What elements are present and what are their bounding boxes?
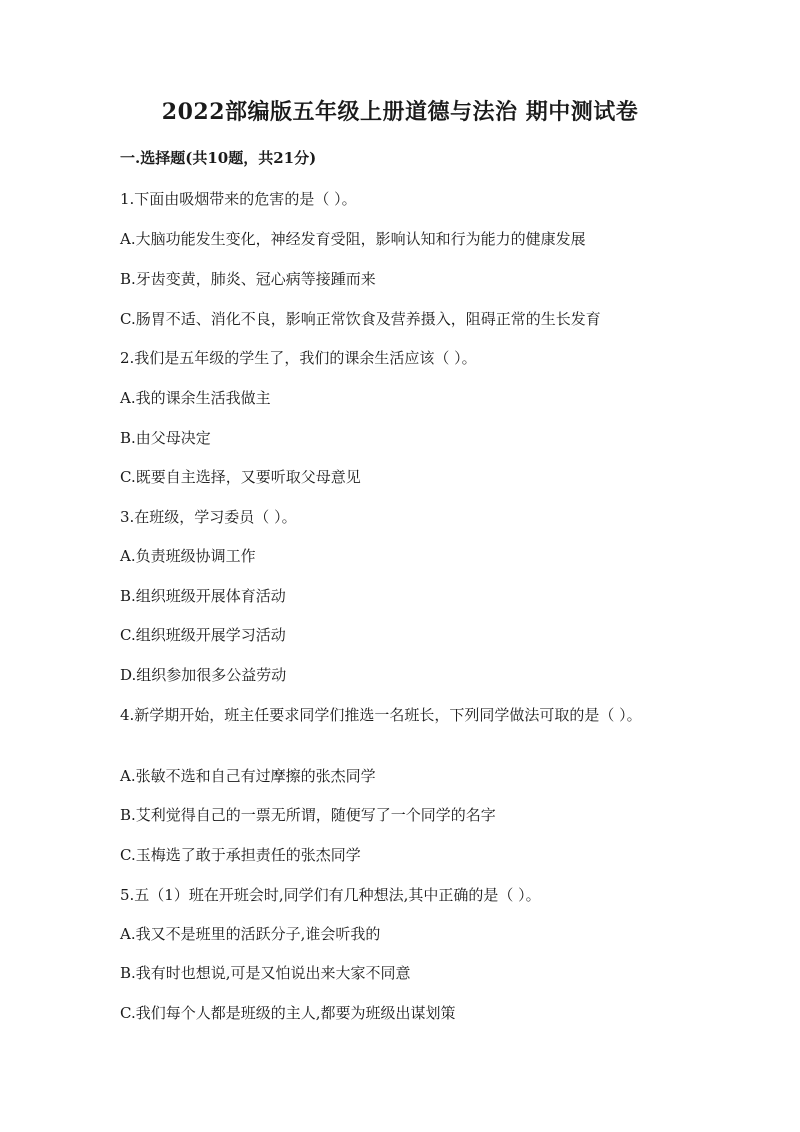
option-a: A.张敏不选和自己有过摩擦的张杰同学 — [120, 767, 376, 785]
option-b: B.牙齿变黄，肺炎、冠心病等接踵而来 — [120, 270, 376, 288]
question-stem: 2.我们是五年级的学生了，我们的课余生活应该（ ）。 — [120, 349, 477, 367]
option-b: B.艾利觉得自己的一票无所谓，随便写了一个同学的名字 — [120, 806, 496, 824]
option-a: A.我又不是班里的活跃分子,谁会听我的 — [120, 925, 381, 943]
option-c: C.组织班级开展学习活动 — [120, 626, 286, 644]
option-c: C.肠胃不适、消化不良，影响正常饮食及营养摄入，阻碍正常的生长发育 — [120, 310, 601, 328]
option-d: D.组织参加很多公益劳动 — [120, 666, 287, 684]
option-a: A.我的课余生活我做主 — [120, 389, 271, 407]
option-c: C.既要自主选择，又要听取父母意见 — [120, 468, 361, 486]
question-stem: 4.新学期开始，班主任要求同学们推选一名班长，下列同学做法可取的是（ ）。 — [120, 706, 642, 724]
question-stem: 1.下面由吸烟带来的危害的是（ ）。 — [120, 190, 357, 208]
option-b: B.组织班级开展体育活动 — [120, 587, 286, 605]
question-stem: 3.在班级，学习委员（ ）。 — [120, 508, 297, 526]
option-c: C.我们每个人都是班级的主人,都要为班级出谋划策 — [120, 1004, 456, 1022]
option-b: B.由父母决定 — [120, 429, 211, 447]
option-b: B.我有时也想说,可是又怕说出来大家不同意 — [120, 964, 411, 982]
section-header: 一.选择题(共10题，共21分) — [120, 149, 317, 167]
question-stem: 5.五（1）班在开班会时,同学们有几种想法,其中正确的是（ ）。 — [120, 886, 541, 904]
option-a: A.负责班级协调工作 — [120, 547, 256, 565]
document-title: 2022部编版五年级上册道德与法治 期中测试卷 — [161, 99, 639, 125]
option-c: C.玉梅选了敢于承担责任的张杰同学 — [120, 846, 361, 864]
option-a: A.大脑功能发生变化，神经发育受阻，影响认知和行为能力的健康发展 — [120, 230, 586, 248]
